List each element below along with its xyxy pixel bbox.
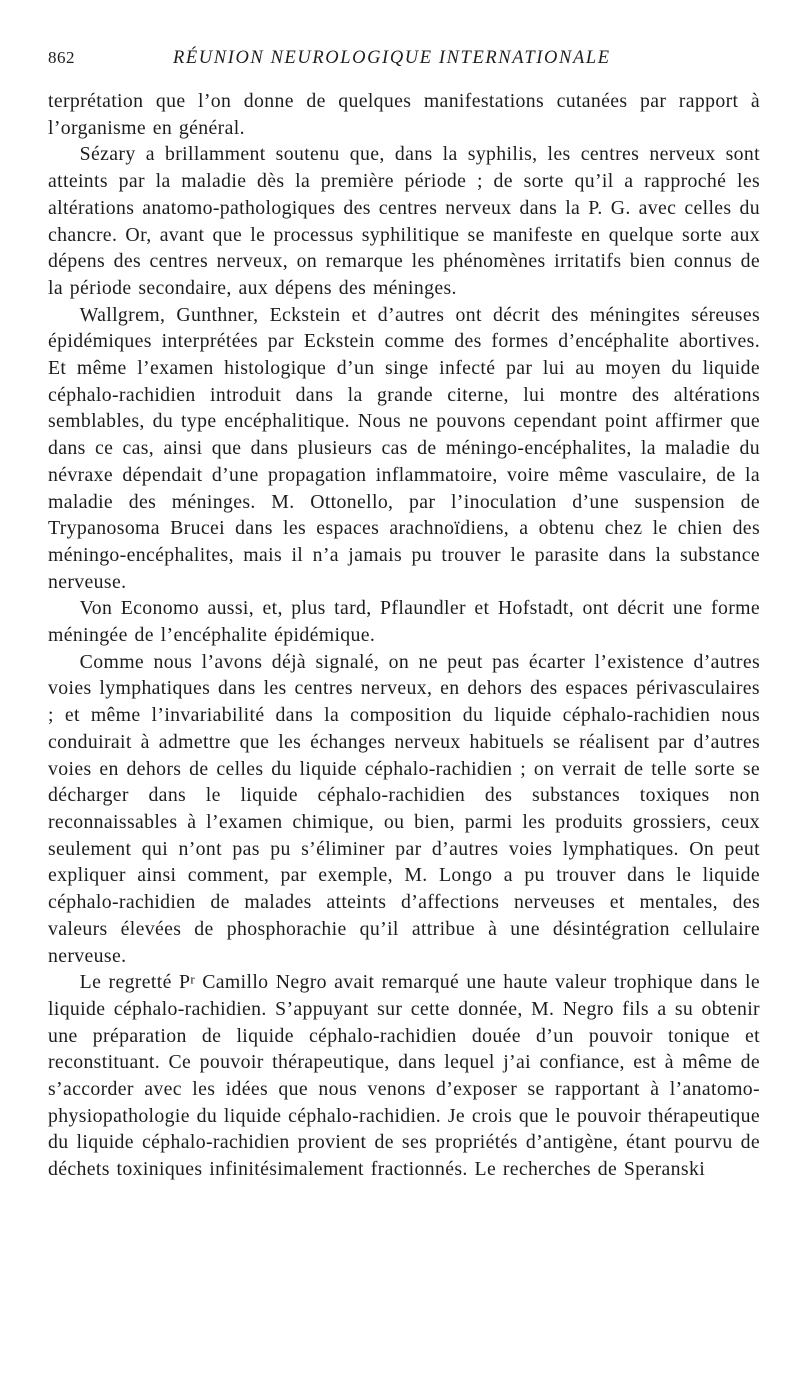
body-text <box>48 88 760 1183</box>
book-page <box>48 0 760 1393</box>
paragraph-von-economo: Von Economo aussi, et, plus tard, Pflaundler et Hofstadt, ont décrit une forme méningée de l’encéphalite épidémique. <box>48 597 760 647</box>
page-header <box>48 48 760 74</box>
paragraph-camillo-negro <box>48 969 760 1183</box>
paragraph-text-rest: Camillo Negro avait remarqué une haute valeur trophique dans le liquide céphalo-rachidien. S’appuyant sur cette donnée, M. Negro fils a su obtenir une préparation de liquide céphalo-rachidien douée d’un pouvoir tonique et reconstituant. Ce pouvoir thérapeutique, dans lequel j’ai confiance, est à même de s’accorder avec les idées que nous venons d’exposer se rapportant à l’anatomo-physiopathologie du liquide céphalo-rachidien. Je crois que le pouvoir thérapeutique du liquide céphalo-rachidien provient de ses propriétés d’antigène, étant pourvu de déchets toxiniques infinitésimalement fractionnés. Le recherches de Speranski <box>48 971 761 1181</box>
page-number: 862 <box>48 48 75 67</box>
running-title: RÉUNION NEUROLOGIQUE INTERNATIONALE <box>173 48 611 68</box>
paragraph-sezary: Sézary a brillamment soutenu que, dans la syphilis, les centres nerveux sont atteints par la maladie dès la première période ; de sorte qu’il a rapproché les altérations anatomo-pathologiques des centres nerveux dans la P. G. avec celles du chancre. Or, avant que le processus syphilitique se manifeste en quelque sorte aux dépens des centres nerveux, on remarque les phénomènes irritatifs bien connus de la période secondaire, aux dépens des méninges. <box>48 143 760 299</box>
paragraph-lymphatic-pathways: Comme nous l’avons déjà signalé, on ne peut pas écarter l’existence d’autres voies lymphatiques dans les centres nerveux, en dehors des espaces périvasculaires ; et même l’invariabilité dans la composition du liquide céphalo-rachidien nous conduirait à admettre que les échanges nerveux habituels se réalisent par d’autres voies en dehors de celles du liquide céphalo-rachidien ; on verrait de telle sorte se décharger dans le liquide céphalo-rachidien des substances toxiques non reconnaissables à l’examen chimique, ou bien, parmi les produits grossiers, ceux seulement qui n’ont pas pu s’éliminer par d’autres voies lymphatiques. On peut expliquer ainsi comment, par exemple, M. Longo a pu trouver dans le liquide céphalo-rachidien de malades atteints d’affections nerveuses et mentales, des valeurs élevées de phosphorachie qu’il attribue à une désintégration cellulaire nerveuse. <box>48 650 760 967</box>
paragraph-wallgrem: Wallgrem, Gunthner, Eckstein et d’autres ont décrit des méningites séreuses épidémiques interprétées par Eckstein comme des formes d’encéphalite abortives. Et même l’examen histologique d’un singe infecté par lui au moyen du liquide céphalo-rachidien introduit dans la grande citerne, lui montre des altérations semblables, du type encéphalitique. Nous ne pouvons cependant point affirmer que dans ce cas, ainsi que dans plusieurs cas de méningo-encéphalites, la maladie du névraxe dépendait d’une propagation inflammatoire, voire même vasculaire, de la maladie des méninges. M. Ottonello, par l’inoculation d’une suspension de Trypanosoma Brucei dans les espaces arachnoïdiens, a obtenu chez le chien des méningo-encéphalites, mais il n’a jamais pu trouver le parasite dans la substance nerveuse. <box>48 303 760 593</box>
paragraph-text-start: Le regretté P <box>79 971 191 994</box>
paragraph-continuation: terprétation que l’on donne de quelques manifestations cutanées par rapport à l’organisme en général. <box>48 90 760 139</box>
title-superscript: r <box>190 972 195 987</box>
